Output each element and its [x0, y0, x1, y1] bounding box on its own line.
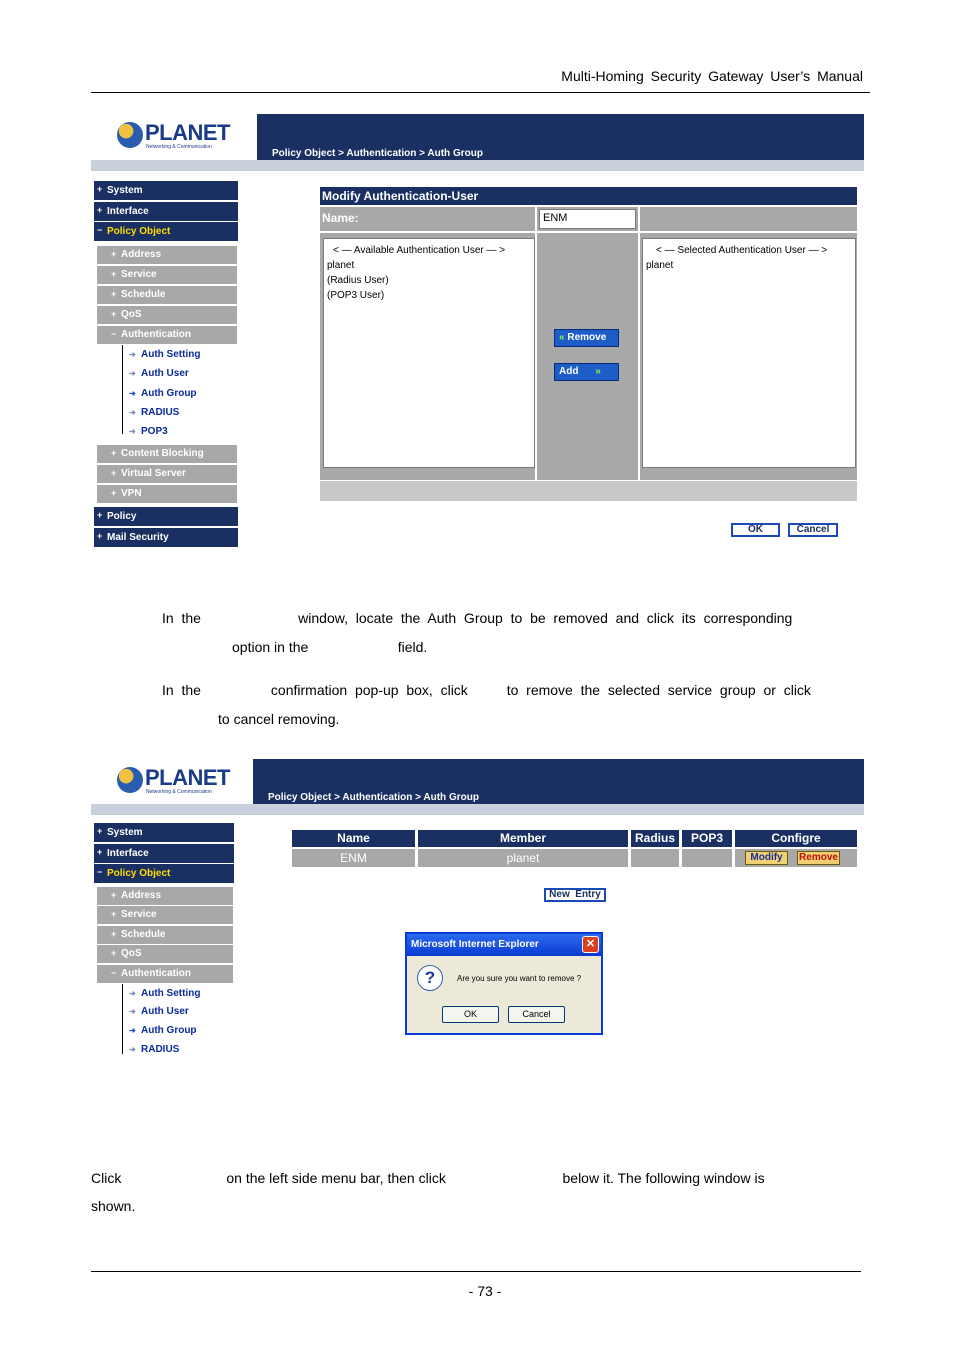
menu-authentication[interactable]: − Authentication — [97, 326, 237, 344]
paragraph-2 — [162, 676, 864, 705]
cell-member: planet — [418, 849, 628, 867]
menu-service[interactable]: + Service — [97, 266, 237, 284]
list-item[interactable]: planet — [327, 260, 355, 271]
planet-globe-icon — [117, 767, 143, 793]
menu-service[interactable]: + Service — [97, 906, 233, 924]
logo-subtitle: Networking & Communication — [146, 144, 212, 150]
cell-radius — [631, 849, 679, 867]
menu-radius[interactable]: ➜ RADIUS — [123, 404, 179, 422]
lists-bg-mid — [537, 233, 638, 480]
col-header-radius: Radius — [631, 830, 679, 847]
double-right-arrow-icon: » — [595, 366, 601, 377]
remove-button[interactable] — [554, 329, 619, 347]
double-left-arrow-icon: « — [559, 332, 565, 343]
panel-title: Modify Authentication-User — [320, 187, 857, 205]
menu-interface[interactable]: + Interface — [94, 202, 238, 221]
header-rule — [91, 92, 870, 93]
name-label: Name: — [322, 211, 359, 225]
paragraph-3 — [91, 1164, 864, 1221]
banner-underbar — [91, 804, 864, 815]
list-item[interactable]: planet — [646, 260, 674, 271]
menu-auth-group[interactable]: ➜ Auth Group — [123, 1022, 197, 1040]
logo — [91, 114, 257, 160]
paragraph-3-line-1: Click on the left side menu bar, then click below it. The following window is — [91, 1170, 765, 1186]
running-header: Multi-Homing Security Gateway User’s Manual — [561, 68, 863, 84]
menu-system[interactable]: + System — [94, 823, 234, 842]
close-icon[interactable]: ✕ — [582, 936, 599, 953]
confirm-dialog — [405, 932, 603, 1035]
menu-schedule[interactable]: + Schedule — [97, 926, 233, 944]
col-header-member: Member — [418, 830, 628, 847]
breadcrumb: Policy Object > Authentication > Auth Group — [268, 792, 479, 803]
footer-rule — [91, 1271, 861, 1272]
paragraph-3-line-2: shown. — [91, 1198, 136, 1214]
menu-address[interactable]: + Address — [97, 887, 233, 905]
menu-auth-user[interactable]: ➜ Auth User — [123, 365, 189, 383]
menu-qos[interactable]: + QoS — [97, 945, 233, 963]
paragraph-1 — [162, 604, 864, 633]
dialog-ok-button[interactable]: OK — [442, 1006, 499, 1023]
menu-system[interactable]: + System — [94, 181, 238, 200]
screenshot-modify-auth-user — [91, 114, 864, 548]
menu-pop3[interactable]: ➜ POP3 — [123, 423, 168, 441]
menu-policy[interactable]: + Policy — [94, 507, 238, 526]
col-header-pop3: POP3 — [682, 830, 732, 847]
ok-button[interactable]: OK — [731, 523, 780, 537]
panel-footer-bar — [320, 481, 857, 501]
paragraph-2-line-1: In the confirmation pop-up box, click to remove the selected service group or click — [162, 682, 811, 698]
available-list-header: < — Available Authentication User — > — [333, 245, 506, 256]
logo — [91, 759, 253, 804]
dialog-cancel-button[interactable]: Cancel — [508, 1006, 565, 1023]
logo-subtitle: Networking & Communication — [146, 789, 212, 795]
menu-auth-group[interactable]: ➜ Auth Group — [123, 385, 197, 403]
selected-list-header: < — Selected Authentication User — > — [656, 245, 828, 256]
page-number: - 73 - — [468, 1283, 502, 1299]
menu-mail-security[interactable]: + Mail Security — [94, 528, 238, 547]
logo-text: PLANET — [145, 120, 230, 145]
cell-pop3 — [682, 849, 732, 867]
list-item[interactable]: (Radius User) — [327, 275, 389, 286]
menu-radius[interactable]: ➜ RADIUS — [123, 1041, 179, 1056]
menu-vpn[interactable]: + VPN — [97, 485, 237, 503]
menu-auth-setting[interactable]: ➜ Auth Setting — [123, 346, 200, 364]
breadcrumb: Policy Object > Authentication > Auth Group — [272, 148, 483, 159]
menu-policy-object[interactable]: − Policy Object — [94, 222, 238, 241]
name-input[interactable]: ENM — [539, 209, 636, 229]
question-icon: ? — [417, 965, 443, 991]
dialog-message: Are you sure you want to remove ? — [457, 974, 582, 983]
paragraph-1-line-1: In the window, locate the Auth Group to be removed and click its corresponding — [162, 610, 793, 626]
dialog-title: Microsoft Internet Explorer — [407, 934, 601, 956]
col-header-name: Name — [292, 830, 415, 847]
name-row-right — [640, 207, 857, 231]
planet-globe-icon — [117, 122, 143, 148]
cancel-button[interactable]: Cancel — [788, 523, 838, 537]
cell-name: ENM — [292, 849, 415, 867]
menu-qos[interactable]: + QoS — [97, 306, 237, 324]
menu-interface[interactable]: + Interface — [94, 844, 234, 863]
add-button-label: Add — [559, 366, 579, 377]
add-button[interactable] — [554, 363, 619, 381]
menu-policy-object[interactable]: − Policy Object — [94, 864, 234, 883]
paragraph-1-line-2: option in the field. — [232, 639, 428, 655]
menu-schedule[interactable]: + Schedule — [97, 286, 237, 304]
menu-auth-user[interactable]: ➜ Auth User — [123, 1003, 189, 1021]
col-header-configure: Configre — [735, 830, 857, 847]
menu-address[interactable]: + Address — [97, 246, 237, 264]
screenshot-remove-confirm — [91, 759, 864, 1056]
menu-virtual-server[interactable]: + Virtual Server — [97, 465, 237, 483]
menu-authentication[interactable]: − Authentication — [97, 965, 233, 983]
remove-button[interactable]: Remove — [797, 851, 840, 865]
available-user-list[interactable] — [323, 238, 535, 468]
menu-content-blocking[interactable]: + Content Blocking — [97, 445, 237, 463]
menu-auth-setting[interactable]: ➜ Auth Setting — [123, 985, 200, 1003]
list-item[interactable]: (POP3 User) — [327, 290, 385, 301]
new-entry-button[interactable]: New Entry — [544, 888, 606, 902]
modify-button[interactable]: Modify — [745, 851, 788, 865]
banner-underbar — [91, 160, 864, 171]
logo-text: PLANET — [145, 765, 230, 790]
paragraph-2-line-2: to cancel removing. — [218, 711, 340, 727]
remove-button-label: Remove — [567, 332, 607, 343]
selected-user-list[interactable] — [642, 238, 856, 468]
